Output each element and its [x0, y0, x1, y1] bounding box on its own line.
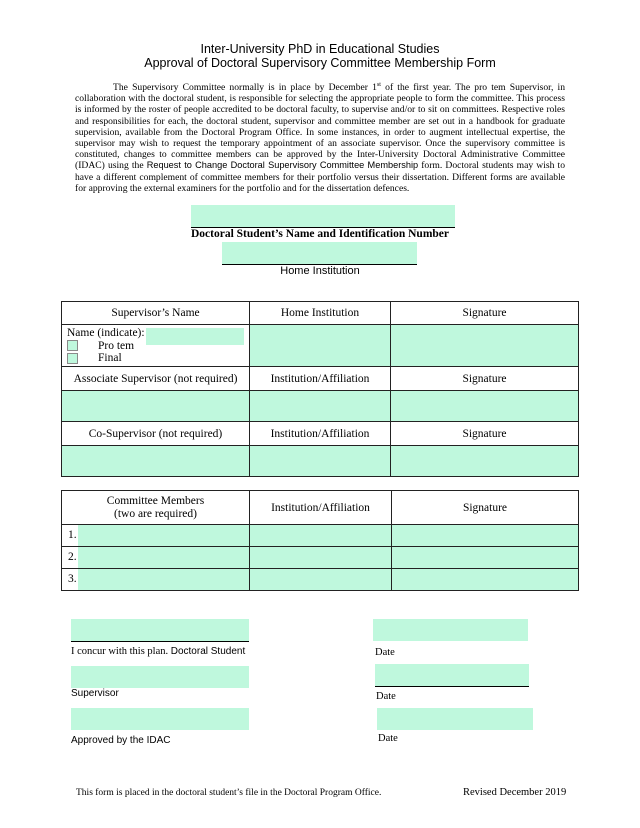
committee-member-3-field[interactable] — [78, 569, 249, 590]
committee-member-2-signature-field[interactable] — [392, 547, 579, 569]
intro-part1: The Supervisory Committee normally is in place by December 1 — [113, 82, 377, 93]
idac-date-field[interactable] — [377, 708, 533, 730]
student-signature-field[interactable] — [71, 619, 249, 641]
supervisor-date-line — [375, 686, 529, 687]
associate-signature-header: Signature — [391, 367, 579, 391]
intro-part2: of the first year. The pro tem Supervisor, in collaboration with the doctoral student, is responsible for selecting the appropriate people to form the committee. This process is informed by the roster of people accredited to be doctoral faculty, to supervise and/or to sit on committees. Respective roles and responsibilities for each, the doctoral student, supervisor and committee member are set out in a handbook for graduate supervision, available from the Doctoral Program Office. In some instances, in order to augment intellectual expertise, the supervisor may wish to request the temporary appointment of an associate supervisor. Once the supervisory committee is constituted, changes to committee members can be approved by the Inter-University Doctoral Administrative Committee (IDAC) using the — [75, 82, 565, 172]
committee-row-3-number: 3. — [68, 573, 77, 585]
committee-signature-header: Signature — [392, 491, 579, 525]
idac-date-label: Date — [378, 733, 398, 744]
supervisor-institution-header: Home Institution — [250, 302, 391, 325]
committee-row-1-name — [62, 525, 250, 547]
concur-statement — [71, 646, 245, 657]
student-date-label: Date — [375, 647, 395, 658]
committee-header-line1: Committee Members — [106, 494, 205, 507]
student-name-field[interactable] — [191, 205, 455, 227]
name-indicate-label: Name (indicate): — [67, 327, 145, 339]
committee-table — [61, 490, 579, 591]
cosupervisor-signature-header: Signature — [391, 422, 579, 446]
supervisor-signature-field[interactable] — [391, 325, 579, 367]
committee-institution-header: Institution/Affiliation — [250, 491, 392, 525]
student-signature-line — [71, 641, 249, 642]
intro-form-name: Request to Change Doctoral Supervisory Committee Membership — [146, 160, 419, 171]
associate-supervisor-header: Associate Supervisor (not required) — [62, 367, 250, 391]
associate-institution-header: Institution/Affiliation — [250, 367, 391, 391]
supervisor-table — [61, 301, 579, 477]
committee-member-1-field[interactable] — [78, 525, 249, 546]
cosupervisor-header: Co-Supervisor (not required) — [62, 422, 250, 446]
idac-signoff-label: Approved by the IDAC — [71, 735, 171, 746]
supervisor-signoff-field[interactable] — [71, 666, 249, 688]
supervisor-name-header: Supervisor’s Name — [62, 302, 250, 325]
committee-members-header — [62, 491, 250, 525]
supervisor-date-field[interactable] — [375, 664, 529, 686]
supervisor-name-cell — [62, 325, 250, 367]
student-name-label: Doctoral Student’s Name and Identification Number — [191, 228, 449, 240]
intro-paragraph — [75, 82, 565, 194]
protem-label: Pro tem — [98, 339, 135, 352]
protem-checkbox[interactable] — [67, 340, 78, 351]
cosupervisor-signature-field[interactable] — [391, 446, 579, 477]
student-date-field[interactable] — [373, 619, 528, 641]
cosupervisor-institution-header: Institution/Affiliation — [250, 422, 391, 446]
concur-prefix: I concur with this plan. — [71, 646, 169, 657]
supervisor-name-field[interactable] — [146, 328, 244, 345]
committee-row-2-number: 2. — [68, 551, 77, 563]
final-label: Final — [98, 352, 122, 364]
cosupervisor-institution-field[interactable] — [250, 446, 391, 477]
footer-note: This form is placed in the doctoral student’s file in the Doctoral Program Office. — [76, 788, 382, 798]
home-institution-field[interactable] — [222, 242, 417, 264]
form-title-line1: Inter-University PhD in Educational Studies — [200, 42, 440, 56]
intro-part3: form. Doctoral students may wish to have a different complement of committee members for their portfolio versus their dissertation. Different forms are available for approving the external examiners for the portfolio and for the dissertation defences. — [75, 160, 565, 194]
form-title-line2: Approval of Doctoral Supervisory Committee Membership Form — [144, 56, 496, 70]
intro-sup: st — [376, 81, 381, 88]
committee-member-3-signature-field[interactable] — [392, 569, 579, 591]
home-institution-label: Home Institution — [280, 265, 360, 277]
committee-row-2-name — [62, 547, 250, 569]
committee-member-1-signature-field[interactable] — [392, 525, 579, 547]
associate-signature-field[interactable] — [391, 391, 579, 422]
associate-supervisor-field[interactable] — [62, 391, 250, 422]
supervisor-signature-header: Signature — [391, 302, 579, 325]
supervisor-date-label: Date — [376, 691, 396, 702]
idac-signoff-field[interactable] — [71, 708, 249, 730]
committee-row-1-number: 1. — [68, 529, 77, 541]
committee-header-line2: (two are required) — [113, 507, 197, 520]
cosupervisor-field[interactable] — [62, 446, 250, 477]
committee-member-3-institution-field[interactable] — [250, 569, 392, 591]
associate-institution-field[interactable] — [250, 391, 391, 422]
footer-revised: Revised December 2019 — [463, 787, 567, 798]
supervisor-institution-field[interactable] — [250, 325, 391, 367]
supervisor-signoff-label: Supervisor — [71, 688, 119, 699]
committee-member-2-institution-field[interactable] — [250, 547, 392, 569]
concur-role: Doctoral Student — [170, 646, 246, 657]
committee-row-3-name — [62, 569, 250, 591]
final-checkbox[interactable] — [67, 353, 78, 364]
committee-member-1-institution-field[interactable] — [250, 525, 392, 547]
committee-member-2-field[interactable] — [78, 547, 249, 568]
